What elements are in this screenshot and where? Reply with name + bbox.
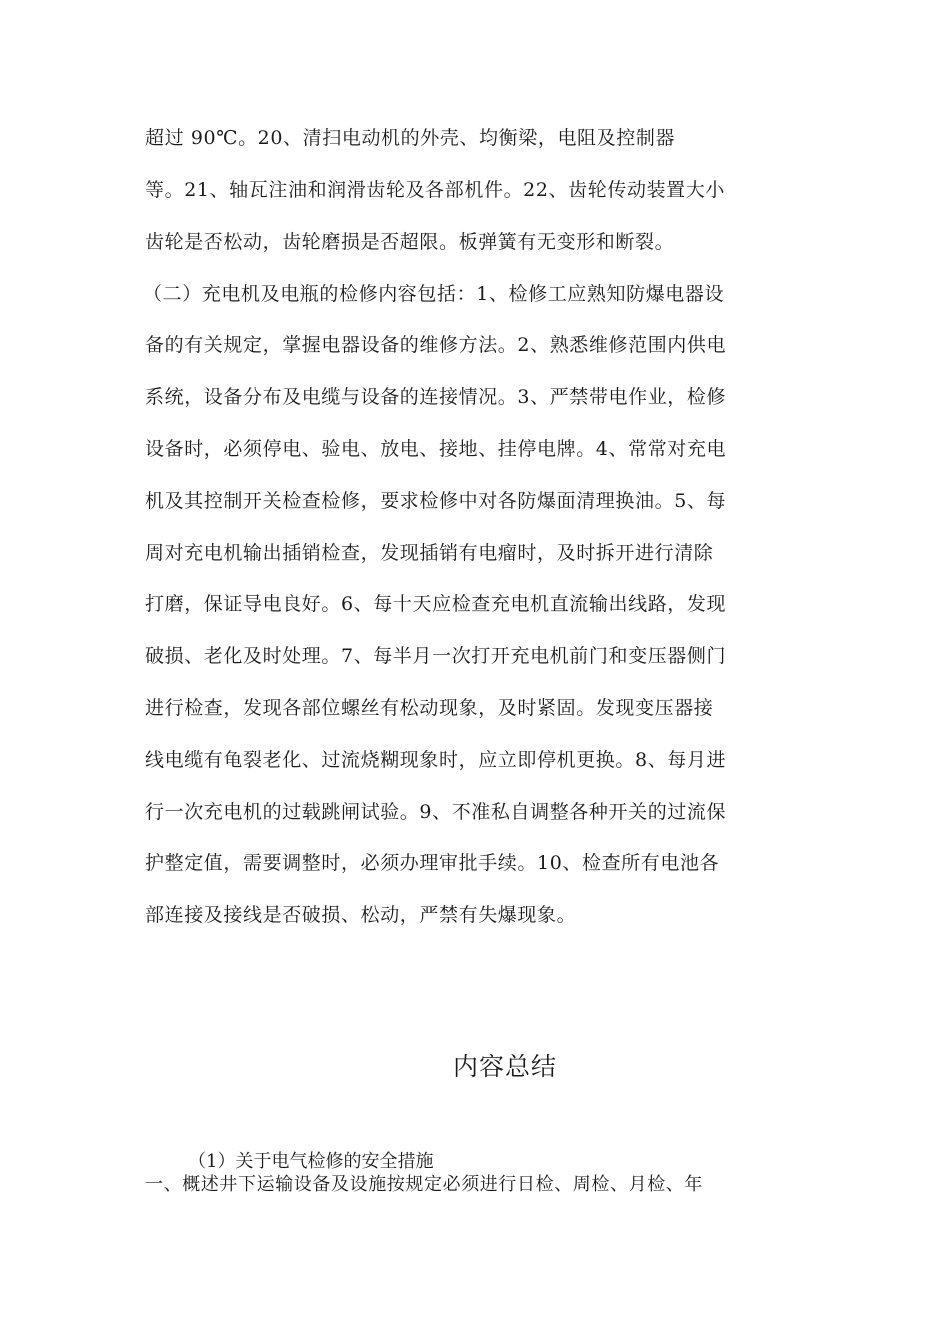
body-line: 系统，设备分布及电缆与设备的连接情况。3、严禁带电作业，检修: [145, 386, 727, 408]
body-line: 破损、老化及时处理。7、每半月一次打开充电机前门和变压器侧门: [145, 645, 727, 667]
summary-heading: 内容总结: [452, 1052, 557, 1081]
body-line: 打磨，保证导电良好。6、每十天应检查充电机直流输出线路，发现: [145, 593, 727, 615]
body-line: 齿轮是否松动，齿轮磨损是否超限。板弹簧有无变形和断裂。: [145, 231, 675, 253]
body-line: 机及其控制开关检查检修，要求检修中对各防爆面清理换油。5、每: [145, 490, 727, 512]
body-line: 部连接及接线是否破损、松动，严禁有失爆现象。: [145, 904, 577, 926]
body-line: 超过 90℃。20、清扫电动机的外壳、均衡梁，电阻及控制器: [145, 127, 676, 149]
body-line: （二）充电机及电瓶的检修内容包括：1、检修工应熟知防爆电器设: [143, 283, 725, 305]
body-line: 护整定值，需要调整时，必须办理审批手续。10、检查所有电池各: [145, 852, 720, 874]
body-line: 行一次充电机的过载跳闸试验。9、不准私自调整各种开关的过流保: [145, 801, 727, 823]
body-line: 周对充电机输出插销检查，发现插销有电瘤时，及时拆开进行清除: [145, 542, 714, 564]
body-line: 备的有关规定，掌握电器设备的维修方法。2、熟悉维修范围内供电: [145, 334, 727, 356]
body-line: 线电缆有龟裂老化、过流烧糊现象时，应立即停机更换。8、每月进: [145, 749, 727, 771]
summary-subheading: （1）关于电气检修的安全措施: [188, 1151, 434, 1172]
summary-text-line: 一、概述井下运输设备及设施按规定必须进行日检、周检、月检、年: [145, 1174, 703, 1195]
body-line: 等。21、轴瓦注油和润滑齿轮及各部机件。22、齿轮传动装置大小: [145, 179, 725, 201]
body-line: 进行检查，发现各部位螺丝有松动现象，及时紧固。发现变压器接: [145, 697, 714, 719]
body-line: 设备时，必须停电、验电、放电、接地、挂停电牌。4、常常对充电: [145, 438, 727, 460]
